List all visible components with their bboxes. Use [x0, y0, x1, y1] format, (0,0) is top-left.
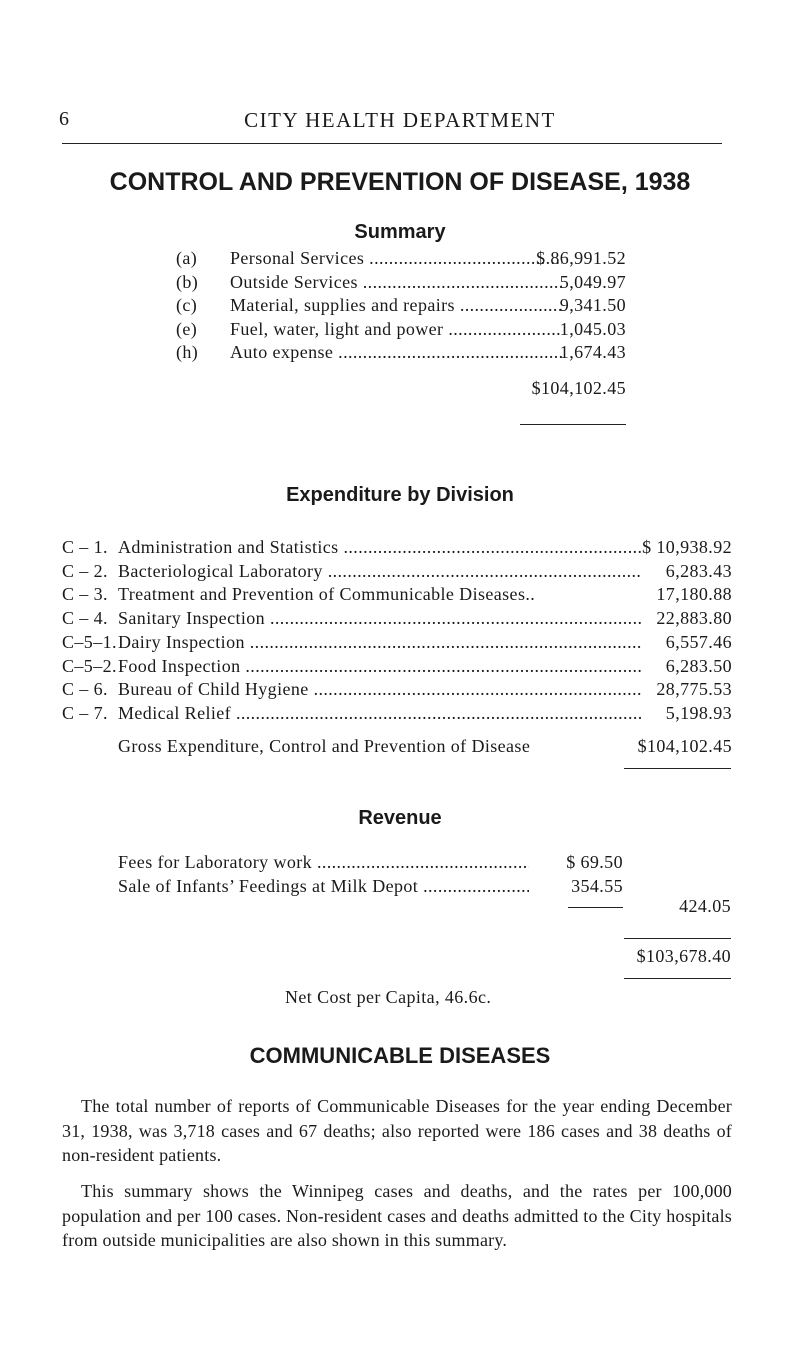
gross-expenditure-label: Gross Expenditure, Control and Prevention of Disease [118, 736, 531, 756]
revenue-row-amount: $ 69.50 [566, 852, 623, 872]
revenue-row [118, 876, 623, 900]
summary-row-amount: 9,341.50 [559, 295, 626, 316]
summary-row-label: Fuel, water, light and power ..... [230, 319, 562, 340]
expenditure-row-amount: 17,180.88 [656, 584, 732, 605]
expenditure-row-label: Food Inspection ..... [118, 656, 642, 677]
summary-row [176, 248, 626, 272]
expenditure-row-label: Medical Relief ..... [118, 703, 642, 724]
summary-row-code: (e) [176, 318, 198, 339]
revenue-row-label: Fees for Laboratory work ..... [118, 852, 529, 873]
expenditure-row-amount: 5,198.93 [665, 702, 732, 723]
running-title: CITY HEALTH DEPARTMENT [244, 108, 556, 132]
expenditure-row-label: Administration and Statistics ..... [118, 537, 642, 558]
expenditure-row-code: C – 4. [62, 608, 108, 629]
revenue-dash [568, 907, 623, 908]
expenditure-row-code: C – 1. [62, 537, 108, 557]
summary-row-label: Outside Services ..... [230, 272, 562, 293]
expenditure-row-amount: 6,283.43 [665, 560, 732, 581]
summary-row-amount: 1,045.03 [559, 318, 626, 339]
communicable-paragraph-1 [62, 1094, 732, 1168]
expenditure-row [62, 608, 732, 632]
expenditure-row [62, 703, 732, 727]
summary-row-amount: 1,674.43 [559, 342, 626, 363]
summary-row-code: (b) [176, 271, 199, 292]
expenditure-row-label: Sanitary Inspection ..... [118, 608, 642, 629]
paragraph-1-text: The total number of reports of Communicable Diseases for the year ending December 31, 1938, was 3,718 cases and 67 deaths; also reported were 186 cases and 38 deaths of non-resident patients. [62, 1096, 732, 1165]
summary-heading: Summary [354, 221, 446, 243]
header-rule [62, 143, 722, 144]
revenue-rule-1 [624, 938, 731, 939]
expenditure-row-code: C – 3. [62, 584, 108, 605]
expenditure-row-label: Bacteriological Laboratory ..... [118, 561, 642, 582]
expenditure-row-code: C – 2. [62, 560, 108, 581]
summary-row-code: (a) [176, 248, 198, 268]
page-number: 6 [59, 108, 69, 130]
summary-row-label: Auto expense ..... [230, 342, 562, 363]
expenditure-row-code: C–5–1. [62, 631, 117, 652]
expenditure-row-label: Treatment and Prevention of Communicable Diseases.. [118, 584, 536, 605]
summary-row [176, 319, 626, 343]
revenue-subtotal: 424.05 [679, 896, 731, 916]
page-title: CONTROL AND PREVENTION OF DISEASE, 1938 [109, 168, 691, 196]
summary-row-label: Personal Services ..... [230, 248, 562, 269]
expenditure-row-label: Bureau of Child Hygiene ..... [118, 679, 642, 700]
expenditure-row-code: C – 6. [62, 679, 108, 700]
expenditure-heading: Expenditure by Division [286, 484, 514, 506]
summary-row-amount: $ 86,991.52 [536, 248, 626, 268]
gross-expenditure-amount: $104,102.45 [637, 736, 732, 756]
per-capita-text: Net Cost per Capita, 46.6c. [285, 987, 492, 1007]
summary-row [176, 342, 626, 366]
gross-rule [624, 768, 731, 769]
summary-row-code: (c) [176, 295, 198, 316]
summary-row [176, 272, 626, 296]
communicable-heading: COMMUNICABLE DISEASES [249, 1043, 551, 1068]
summary-row [176, 295, 626, 319]
paragraph-2-text: This summary shows the Winnipeg cases and deaths, and the rates per 100,000 population and per 100 cases. Non-resident cases and deaths admitted to the City hospitals from outside municipalities are also shown in this summary. [62, 1181, 732, 1250]
expenditure-row-amount: $ 10,938.92 [642, 537, 732, 557]
expenditure-row-code: C–5–2. [62, 655, 117, 676]
summary-total: $104,102.45 [531, 378, 626, 398]
revenue-row [118, 852, 623, 876]
expenditure-row [62, 537, 732, 561]
expenditure-row [62, 561, 732, 585]
revenue-row-amount: 354.55 [571, 875, 623, 896]
summary-rule [520, 424, 626, 425]
revenue-rule-2 [624, 978, 731, 979]
summary-row-label: Material, supplies and repairs ..... [230, 295, 562, 316]
expenditure-row-code: C – 7. [62, 702, 108, 723]
expenditure-row [62, 632, 732, 656]
expenditure-row-amount: 6,283.50 [665, 655, 732, 676]
expenditure-row-amount: 6,557.46 [665, 631, 732, 652]
summary-row-code: (h) [176, 342, 199, 363]
revenue-row-label: Sale of Infants’ Feedings at Milk Depot ..... [118, 876, 529, 897]
communicable-paragraph-2 [62, 1179, 732, 1253]
expenditure-row [62, 679, 732, 703]
expenditure-row-amount: 28,775.53 [656, 679, 732, 700]
expenditure-row [62, 656, 732, 680]
expenditure-row-label: Dairy Inspection ..... [118, 632, 642, 653]
expenditure-row-amount: 22,883.80 [656, 608, 732, 629]
revenue-heading: Revenue [358, 807, 442, 829]
summary-row-amount: 5,049.97 [559, 271, 626, 292]
expenditure-row [62, 584, 732, 608]
net-cost-amount: $103,678.40 [636, 946, 731, 966]
